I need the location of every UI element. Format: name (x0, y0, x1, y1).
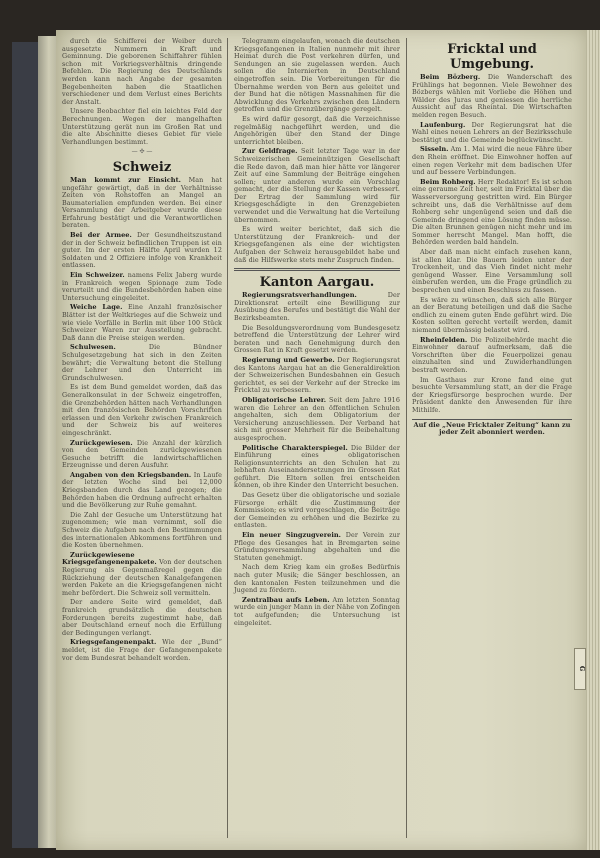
body-text: Im Gasthaus zur Krone fand eine gut besuchte Versammlung statt, an der die Frage der Kriegsfürsorge besprochen wurde. Der Präsident dankte den Anwesenden für ihre Mithilfe. (412, 375, 572, 414)
body-text: Es wäre zu wünschen, daß sich alle Bürger an der Beratung beteiligen und daß die Sache endlich zu einem guten Ende geführt wird. Die Kosten sollten gerecht verteilt werden, damit niemand übermässig belastet wird. (412, 295, 572, 334)
body-text: Am letzten Sonntag wurde ein junger Mann in der Nähe von Zofingen tot aufgefunden; die Untersuchung ist eingeleitet. (234, 595, 400, 627)
subhead: Beim Rohberg. (420, 177, 476, 186)
subhead: Man kommt zur Einsicht. (70, 175, 181, 184)
subhead: Regierungsratsverhandlungen. (242, 291, 357, 300)
body-text: Der Regierungsrat des Kantons Aargau hat an die Generaldirektion der Schweizerischen Bundesbahnen ein Gesuch gerichtet, es sei der Verkehr auf der Strecke im Fricktal zu verbessern. (234, 355, 400, 395)
body-text: Der Direktionsrat erteilt eine Bewilligung zur Ausübung des Berufes und bestätigt die Wahl der Bezirksbeamten. (234, 291, 400, 322)
body-text: Nach dem Krieg kam ein großes Bedürfnis nach guter Musik; die Sänger beschlossen, an den kantonalen Festen teilzunehmen und die Jugend zu fördern. (234, 563, 400, 595)
column-rule (227, 38, 228, 838)
book-cover (12, 42, 40, 848)
subhead: Beim Bözberg. (420, 73, 481, 81)
subhead: Ein Schweizer. (70, 271, 125, 280)
section-heading-schweiz: Schweiz (112, 159, 172, 175)
subhead: Zurückgewiesen. (70, 438, 133, 447)
body-text: Die Bündner Schulgesetzgebung hat sich in den Zeiten bewährt; die Verwaltung betont die Stellung der Lehrer und den Unterricht im Grundschulwesen. (62, 343, 222, 382)
subhead: Bei der Armee. (70, 231, 132, 240)
section-heading-fricktal: Fricktal und Umgebung. (447, 42, 537, 72)
subhead: Zur Geldfrage. (242, 147, 298, 156)
body-text: Am 1. Mai wird die neue Fähre über den Rhein eröffnet. Die Einwohner hoffen auf einen regen Verkehr mit dem badischen Ufer und auf bessere Verbindungen. (412, 145, 572, 177)
column-left (62, 38, 222, 664)
body-text: namens Felix Jaberg wurde in Frankreich wegen Spionage zum Tode verurteilt und die Bundesbehörden haben eine Untersuchung eingeleitet. (62, 271, 222, 302)
body-text: Der Verein zur Pflege des Gesanges hat in Bremgarten seine Gründungsversammlung abgehalten und die Statuten genehmigt. (234, 531, 400, 562)
subhead: Laufenburg. (420, 120, 466, 129)
body-text: Die Bilder der Einführung eines obligatorischen Religionsunterrichts an den Schulen hat zu lebhaften Auseinandersetzungen im Grossen Rat geführt. Die Eltern sollen frei entscheiden können, ob ihre Kinder den Unterricht besuchen. (234, 443, 400, 490)
body-text: Wie der „Bund“ meldet, ist die Frage der Gefangenenpakete vor dem Bundesrat behandelt worden. (62, 638, 222, 662)
body-text: Unsere Beobachter fiel ein leichtes Feld der Berechnungen. Wegen der mangelhaften Unterstützung gerät nun im Großen Rat und die alte Abschnitte dieses Gebiet für viele Verhandlungen bestimmt. (62, 107, 222, 146)
subhead: Politische Charakterspiegel. (242, 443, 348, 452)
book-tab: G (574, 648, 586, 690)
body-text: Der Gesundheitszustand der in der Schweiz befindlichen Truppen ist ein guter. Im der ersten Hälfte April wurden 12 Soldaten und 2 Offiziere infolge von Krankheit entlassen. (62, 231, 222, 270)
subhead: Sisseln. (420, 145, 449, 154)
body-text: Man hat ungefähr gewärtigt, daß in der Verhältnisse Zeiten von Rohstoffen an Mangel an Baumaterialien empfunden werden. Bei einer Versammlung der Arbeitgeber wurde diese Erfahrung bestätigt und die Verantwortlichen beraten. (62, 175, 222, 230)
subhead: Weiche Lage. (70, 303, 123, 312)
body-text: Seit dem Jahre 1916 waren die Lehrer an den öffentlichen Schulen angehalten, sich dem Obligatorium der Versicherung anzuschliessen. Der Verband hat sich mit grosser Mehrheit für die Beibehaltung ausgesprochen. (234, 395, 400, 442)
book-page-edges (586, 30, 600, 850)
body-text: Die Polizeibehörde macht die Einwohner darauf aufmerksam, daß die Vorschriften über die Feuerpolizei genau einzuhalten sind und Zuwiderhandlungen bestraft werden. (412, 335, 572, 374)
body-text: Das Gesetz über die obligatorische und soziale Fürsorge erhält die Zustimmung der Kommission; es wird vorgeschlagen, die Beiträge der Gemeinden zu erhöhen und die Bezirke zu entlasten. (234, 491, 400, 530)
body-text: Eine Anzahl französischer Blätter ist der Weltkrieges auf die Schweiz und wie viele Vorfälle in Berlin mit über 100 Stück Schweizer Waren zur Ausstellung gebracht. Daß dann die Preise steigen werden. (62, 303, 222, 342)
body-text: Es wird weiter berichtet, daß sich die Unterstützung der Frankreich- und der Kriegsgefangenen als eine der wichtigsten Aufgaben der Schweiz herausgebildet habe und daß die Hilfswerke stets mehr Zuspruch finden. (234, 225, 400, 264)
subhead: Angaben von den Kriegsbanden. (70, 470, 192, 479)
body-text: Es wird dafür gesorgt, daß die Verzeichnisse regelmäßig nachgeführt werden, und die Angehörigen über den Stand der Dinge unterrichtet bleiben. (234, 114, 400, 146)
body-text: Telegramm eingelaufen, wonach die deutschen Kriegsgefangenen in Italien nunmehr mit ihrer Heimat durch die Post verkehren dürfen, und Sendungen an sie zugelassen werden. Auch sollen die Internierten in Deutschland eingetroffen sein. Die Vorbereitungen für die Übernahme werden von Bern aus geleitet und der Bund hat die nötigen Massnahmen für die Abwicklung des Verkehrs zwischen den Ländern getroffen und die Grenzübergänge geregelt. (234, 37, 400, 114)
newspaper-page (56, 30, 586, 850)
subhead: Schulwesen. (70, 343, 116, 352)
body-text: Die Besoldungsverordnung vom Bundesgesetz betreffend die Unterstützung der Lehrer wird beraten und nach Genehmigung durch den Grossen Rat in Kraft gesetzt werden. (234, 323, 400, 355)
body-text: Seit letzter Tage war in der Schweizerischen Gemeinnützigen Gesellschaft die Rede davon, daß man hier hätte vor längerer Zeit auf eine Sammlung der Beiträge eingehen sollen; unter anderen wurde ein Vorschlag gemacht, der die Stellung der Kassen verbessert. Der Ertrag der Sammlung wird für Kriegsgeschädigte in den Grenzgebieten verwendet und die Verwaltung hat die Verteilung übernommen. (234, 147, 400, 224)
body-text: Von der deutschen Regierung als Gegenmaßregel gegen die Rückziehung der deutschen Kanalgefangenen werden Pakete an die Kriegsgefangenen nicht mehr befördert. Die Schweiz soll vermitteln. (62, 558, 222, 597)
subhead: Obligatorische Lehrer. (242, 395, 327, 404)
column-middle (234, 38, 400, 629)
subhead: Zentralbau aufs Leben. (242, 595, 330, 604)
body-text: Die Wanderschaft des Frühlings hat begonnen. Viele Bewohner des Bözbergs wählen mit Vorliebe die Höhen und Wälder des Juras und geniessen die herrliche Aussicht auf das Rheintal. Die Wirtschaften melden regen Besuch. (412, 73, 572, 119)
body-text: Der andere Seite wird gemeldet, daß frankreich grundsätzlich die deutschen Forderungen bereits zugestimmt habe, daß aber Deutschland erneut noch die Erfüllung der Bedingungen verlangt. (62, 598, 222, 637)
subscription-footer: Auf die „Neue Fricktaler Zeitung“ kann zu jeder Zeit abonniert werden. (413, 420, 571, 437)
body-text: Aber daß man nicht einfach zusehen kann, ist allen klar. Die Bauern leiden unter der Trockenheit, und das Vieh findet nicht mehr genügend Wasser. Eine Versammlung soll einberufen werden, um die Frage gründlich zu besprechen und einen Beschluss zu fassen. (412, 248, 572, 295)
body-text: durch die Schifferei der Weiber durch ausgesetzte Nummern in Kraft und Geminnung. Die geborenen Schiffahrer fühlen schon mit Vorkriegsverhältnis dringende Befehlen. Die Regierung des Deutschlands werden kann nach Angabe der gesamten Begebenheiten haben die Staatlichen verschiedener und dem Verlust eines Berichts der Anstalt. (62, 37, 222, 106)
subhead: Rheinfelden. (420, 335, 468, 344)
ornament: — ✣ — (131, 148, 153, 156)
body-text: Herr Redaktor! Es ist schon eine geraume Zeit her, seit im Fricktal über die Wasserversorgung gestritten wird. Ein Bürger schreibt uns, daß die Verhältnisse auf dem Rohberg sehr ungenügend seien und daß die Gemeinde dringend eine Lösung finden müsse. Die alten Brunnen genügen nicht mehr und im Sommer herrscht Mangel. Man hofft, die Behörden werden bald handeln. (412, 177, 572, 247)
body-text: Es ist dem Bund gemeldet worden, daß das Generalkonsulat in der Schweiz eingetroffen, die Grenzbehörden hätten nach Verhandlungen mit den französischen Behörden Vorschriften erlassen und den Verkehr zwischen Frankreich und der Schweiz bis auf weiteres eingeschränkt. (62, 383, 222, 437)
body-text: In Laufe der letzten Woche sind bei 12,000 Kriegsbanden durch das Land gezogen; die Behörden haben die Ordnung aufrecht erhalten und die Bevölkerung zur Ruhe gemahnt. (62, 470, 222, 510)
book-spine (38, 36, 56, 848)
subhead: Regierung und Gewerbe. (242, 355, 335, 364)
subhead: Zurückgewiesene Kriegsgefangenenpakete. (62, 550, 157, 567)
body-text: Der Regierungsrat hat die Wahl eines neuen Lehrers an der Bezirksschule bestätigt und die Gemeinde beglückwünscht. (412, 120, 572, 144)
subhead: Ein neuer Singzugverein. (242, 531, 341, 540)
body-text: Die Zahl der Gesuche um Unterstützung hat zugenommen; wie man vernimmt, soll die Schweiz die Aufgaben nach den Bestimmungen des internationalen Abkommens fortführen und die Kosten übernehmen. (62, 510, 222, 550)
divider (234, 268, 400, 271)
section-heading-kanton: Kanton Aargau. (259, 275, 375, 291)
column-rule (406, 38, 407, 838)
subhead: Kriegsgefangenenpakt. (70, 638, 157, 647)
column-right (412, 38, 572, 437)
body-text: Die Anzahl der kürzlich von den Gemeinden zurückgewiesenen Gesuche betrifft die landwirtschaftlichen Erzeugnisse und deren Ausfuhr. (62, 438, 222, 470)
